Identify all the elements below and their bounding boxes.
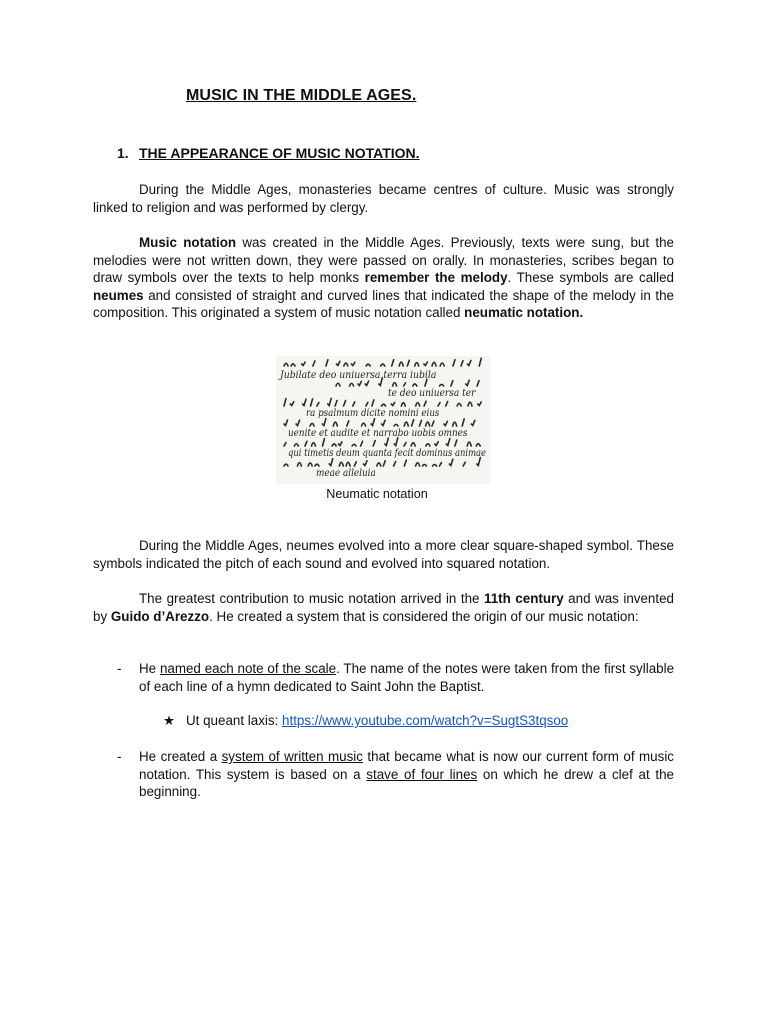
text-run: and consisted of straight and curved lines that indicated the shape of the melody in the composition. This originated a system of music notation called: [93, 287, 674, 321]
text-run: He: [139, 661, 160, 676]
text-run: that became what is now our current form of music notation. This system is based on a: [139, 749, 674, 782]
manuscript-line: te deo uniuersa ter: [388, 388, 477, 399]
list-item-written-music: [117, 748, 674, 801]
text-run: and was invented by: [93, 591, 674, 624]
underlined-stave-four-lines: stave of four lines: [366, 766, 478, 782]
section-number: 1.: [117, 145, 129, 161]
text-run: . He created a system that is considered the origin of our music notation:: [209, 608, 639, 624]
neumatic-notation-image: [276, 356, 490, 484]
text-run: was created in the Middle Ages. Previously, texts were sung, but the melodies were not written down, they were passed on orally. In monasteries, scribes began to draw symbols over the texts to help monks: [93, 235, 674, 286]
paragraph-guido: [93, 590, 674, 625]
text-run: He created a: [139, 749, 222, 764]
list-item-hymn-link: [163, 712, 568, 730]
manuscript-line: qui timetis deum quanta fecit dominus animae: [288, 448, 487, 459]
underlined-system-written-music: system of written music: [221, 749, 363, 764]
bold-music-notation: Music notation: [139, 235, 237, 250]
page-title: MUSIC IN THE MIDDLE AGES.: [186, 87, 417, 104]
hymn-label: Ut queant laxis:: [186, 713, 283, 728]
star-icon: ★: [163, 713, 176, 728]
text-run: The greatest contribution to music notation arrived in the: [139, 591, 484, 606]
list-dash: -: [117, 749, 122, 764]
underlined-named-notes: named each note of the scale: [159, 661, 337, 676]
section-heading: [117, 145, 420, 163]
list-dash: -: [117, 661, 122, 676]
bold-neumes: neumes: [93, 287, 144, 303]
text-run: . The name of the notes were taken from the first syllable of each line of a hymn dedicated to Saint John the Baptist.: [139, 661, 675, 694]
text-run: . These symbols are called: [507, 270, 674, 286]
paragraph-square-notation: During the Middle Ages, neumes evolved into a more clear square-shaped symbol. These symbols indicated the pitch of each sound and evolved into squared notation.: [93, 538, 674, 571]
bold-11th-century: 11th century: [484, 591, 564, 606]
youtube-link[interactable]: https://www.youtube.com/watch?v=SugtS3tqsoo: [282, 713, 569, 728]
list-item-note-names: [117, 660, 674, 695]
manuscript-line: meae alleluia: [316, 468, 376, 479]
paragraph-notation: [93, 234, 674, 322]
text-run: on which he drew a clef at the beginning.: [139, 766, 674, 800]
paragraph-intro: During the Middle Ages, monasteries became centres of culture. Music was strongly linked to religion and was performed by clergy.: [93, 182, 674, 215]
manuscript-line: Jubilate deo uniuersa terra iubila: [278, 370, 437, 381]
manuscript-line: ra psalmum dicite nomini eius: [306, 408, 440, 419]
bold-guido: Guido d’Arezzo: [110, 608, 210, 624]
bold-remember-melody: remember the melody: [364, 270, 508, 286]
bold-neumatic-notation: neumatic notation.: [464, 305, 584, 321]
manuscript-line: uenite et audite et narrabo uobis omnes: [288, 428, 468, 439]
section-title: THE APPEARANCE OF MUSIC NOTATION.: [139, 145, 420, 161]
image-caption: Neumatic notation: [326, 487, 428, 501]
